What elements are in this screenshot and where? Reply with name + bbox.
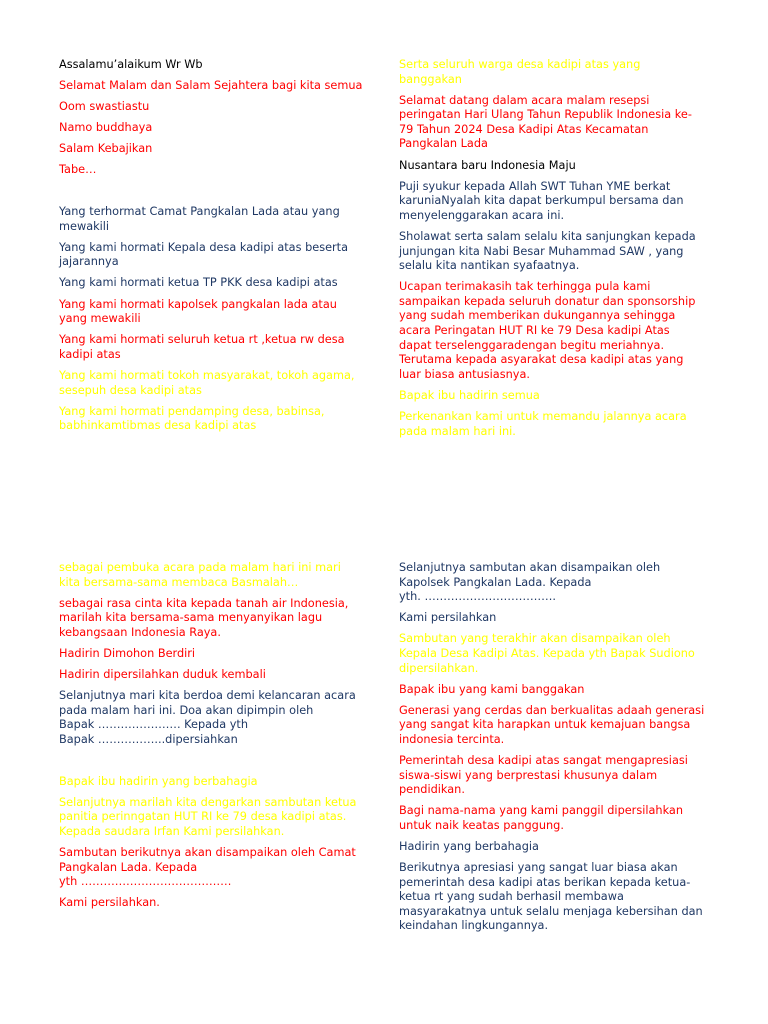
- paragraph-hadirin-berbahagia: Hadirin yang berbahagia: [399, 840, 539, 853]
- paragraph-hadirin-berdiri: Hadirin Dimohon Berdiri: [59, 646, 196, 660]
- paragraph-apresiasi-siswa: Pemerintah desa kadipi atas sangat mengapresiasi siswa-siswi yang berprestasi khusunya dalam pendidikan.: [399, 754, 688, 797]
- paragraph-sambutan-kepala-desa: Sambutan yang terakhir akan disampaikan oleh Kepala Desa Kadipi Atas. Kepada yth Bapak Sudiono dipersilahkan.: [399, 632, 695, 675]
- paragraph-apresiasi-ketua-rt: Berikutnya apresiasi yang sangat luar biasa akan pemerintah desa kadipi atas berikan kepada ketua- ketua rt yang sudah berhasil membawa masyarakatnya untuk selalu menjaga kebersihan dan keindahan lingkungannya.: [399, 861, 703, 933]
- paragraph-ucapan-terimakasih: Ucapan terimakasih tak terhingga pula kami sampaikan kepada seluruh donatur dan sponsorship yang sudah memberikan dukungannya sehingga acara Peringatan HUT RI ke 79 Desa kadipi Atas dapat terselenggaradengan begitu meriahnya. Terutama kepada asyarakat desa kadipi atas yang luar biasa antusiasnya.: [399, 280, 696, 381]
- greeting-tabe: Tabe…: [59, 163, 97, 177]
- paragraph-selamat-datang: Selamat datang dalam acara malam resepsi peringatan Hari Ulang Tahun Republik Indonesia ke- 79 Tahun 2024 Desa Kadipi Atas Kecamatan Pangkalan Lada: [399, 93, 692, 151]
- paragraph-sambutan-ketua-panitia: Selanjutnya marilah kita dengarkan sambutan ketua panitia perinngatan HUT RI ke 79 desa kadipi atas. Kepada saudara Irfan Kami persilahkan.: [59, 795, 357, 838]
- salutation-kepala-desa: Yang kami hormati Kepala desa kadipi atas beserta jajarannya: [59, 240, 349, 269]
- page1-left-column: [59, 58, 375, 434]
- paragraph-bapak-ibu-berbahagia: Bapak ibu hadirin yang berbahagia: [59, 774, 258, 788]
- paragraph-seluruh-warga: Serta seluruh warga desa kadipi atas yang banggakan: [399, 58, 641, 86]
- paragraph-basmalah: sebagai pembuka acara pada malam hari ini mari kita bersama-sama membaca Basmalah…: [59, 561, 341, 589]
- salutation-tokoh-masyarakat: Yang kami hormati tokoh masyarakat, tokoh agama, sesepuh desa kadipi atas: [59, 368, 355, 397]
- paragraph-puji-syukur: Puji syukur kepada Allah SWT Tuhan YME berkat karuniaNyalah kita dapat berkumpul bersama dan menyelenggarakan acara ini.: [399, 179, 684, 222]
- paragraph-generasi: Generasi yang cerdas dan berkualitas adaah generasi yang sangat kita harapkan untuk kemajuan bangsa indonesia tercinta.: [399, 703, 705, 746]
- paragraph-perkenankan: Perkenankan kami untuk memandu jalannya acara pada malam hari ini.: [399, 409, 687, 438]
- greeting-assalamualaikum: Assalamu’alaikum Wr Wb: [59, 58, 203, 71]
- paragraph-kami-persilahkan-2: Kami persilahkan: [399, 611, 497, 625]
- page1-right-column: [399, 58, 715, 439]
- paragraph-naik-panggung: Bagi nama-nama yang kami panggil dipersilahkan untuk naik keatas panggung.: [399, 804, 683, 832]
- greeting-namo-buddhaya: Namo buddhaya: [59, 121, 153, 135]
- paragraph-bapak-ibu-hadirin: Bapak ibu hadirin semua: [399, 388, 540, 402]
- greeting-selamat-malam: Selamat Malam dan Salam Sejahtera bagi kita semua: [59, 79, 363, 93]
- salutation-kapolsek: Yang kami hormati kapolsek pangkalan lada atau yang mewakili: [59, 297, 337, 326]
- paragraph-indonesia-raya: sebagai rasa cinta kita kepada tanah air Indonesia, marilah kita bersama-sama menyanyikan lagu kebangsaan Indonesia Raya.: [59, 596, 349, 639]
- paragraph-nusantara-baru: Nusantara baru Indonesia Maju: [399, 158, 576, 172]
- paragraph-kami-persilahkan: Kami persilahkan.: [59, 896, 160, 910]
- page2-left-column: [59, 561, 375, 911]
- salutation-camat: Yang terhormat Camat Pangkalan Lada atau yang mewakili: [59, 205, 340, 233]
- paragraph-sambutan-camat: Sambutan berikutnya akan disampaikan oleh Camat Pangkalan Lada. Kepada yth ………………………………….: [59, 845, 356, 889]
- page2-right-column: [399, 561, 715, 934]
- paragraph-sambutan-kapolsek: Selanjutnya sambutan akan disampaikan oleh Kapolsek Pangkalan Lada. Kepada yth. ……………………………..: [399, 561, 661, 604]
- greeting-salam-kebajikan: Salam Kebajikan: [59, 142, 153, 156]
- greeting-oom-swastiastu: Oom swastiastu: [59, 100, 150, 114]
- salutation-pendamping-desa: Yang kami hormati pendamping desa, babinsa, babhinkamtibmas desa kadipi atas: [59, 404, 325, 433]
- paragraph-bapak-ibu-banggakan: Bapak ibu yang kami banggakan: [399, 682, 585, 696]
- paragraph-sholawat: Sholawat serta salam selalu kita sanjungkan kepada junjungan kita Nabi Besar Muhammad SAW , yang selalu kita nantikan syafaatnya.: [399, 229, 696, 273]
- paragraph-hadirin-duduk: Hadirin dipersilahkan duduk kembali: [59, 668, 266, 682]
- salutation-tp-pkk: Yang kami hormati ketua TP PKK desa kadipi atas: [59, 276, 338, 290]
- paragraph-doa: Selanjutnya mari kita berdoa demi kelancaran acara pada malam hari ini. Doa akan dipimpin oleh Bapak …………………. Kepada yth Bapak ……………...dipersiahkan: [59, 689, 356, 746]
- salutation-ketua-rt-rw: Yang kami hormati seluruh ketua rt ,ketua rw desa kadipi atas: [59, 333, 345, 361]
